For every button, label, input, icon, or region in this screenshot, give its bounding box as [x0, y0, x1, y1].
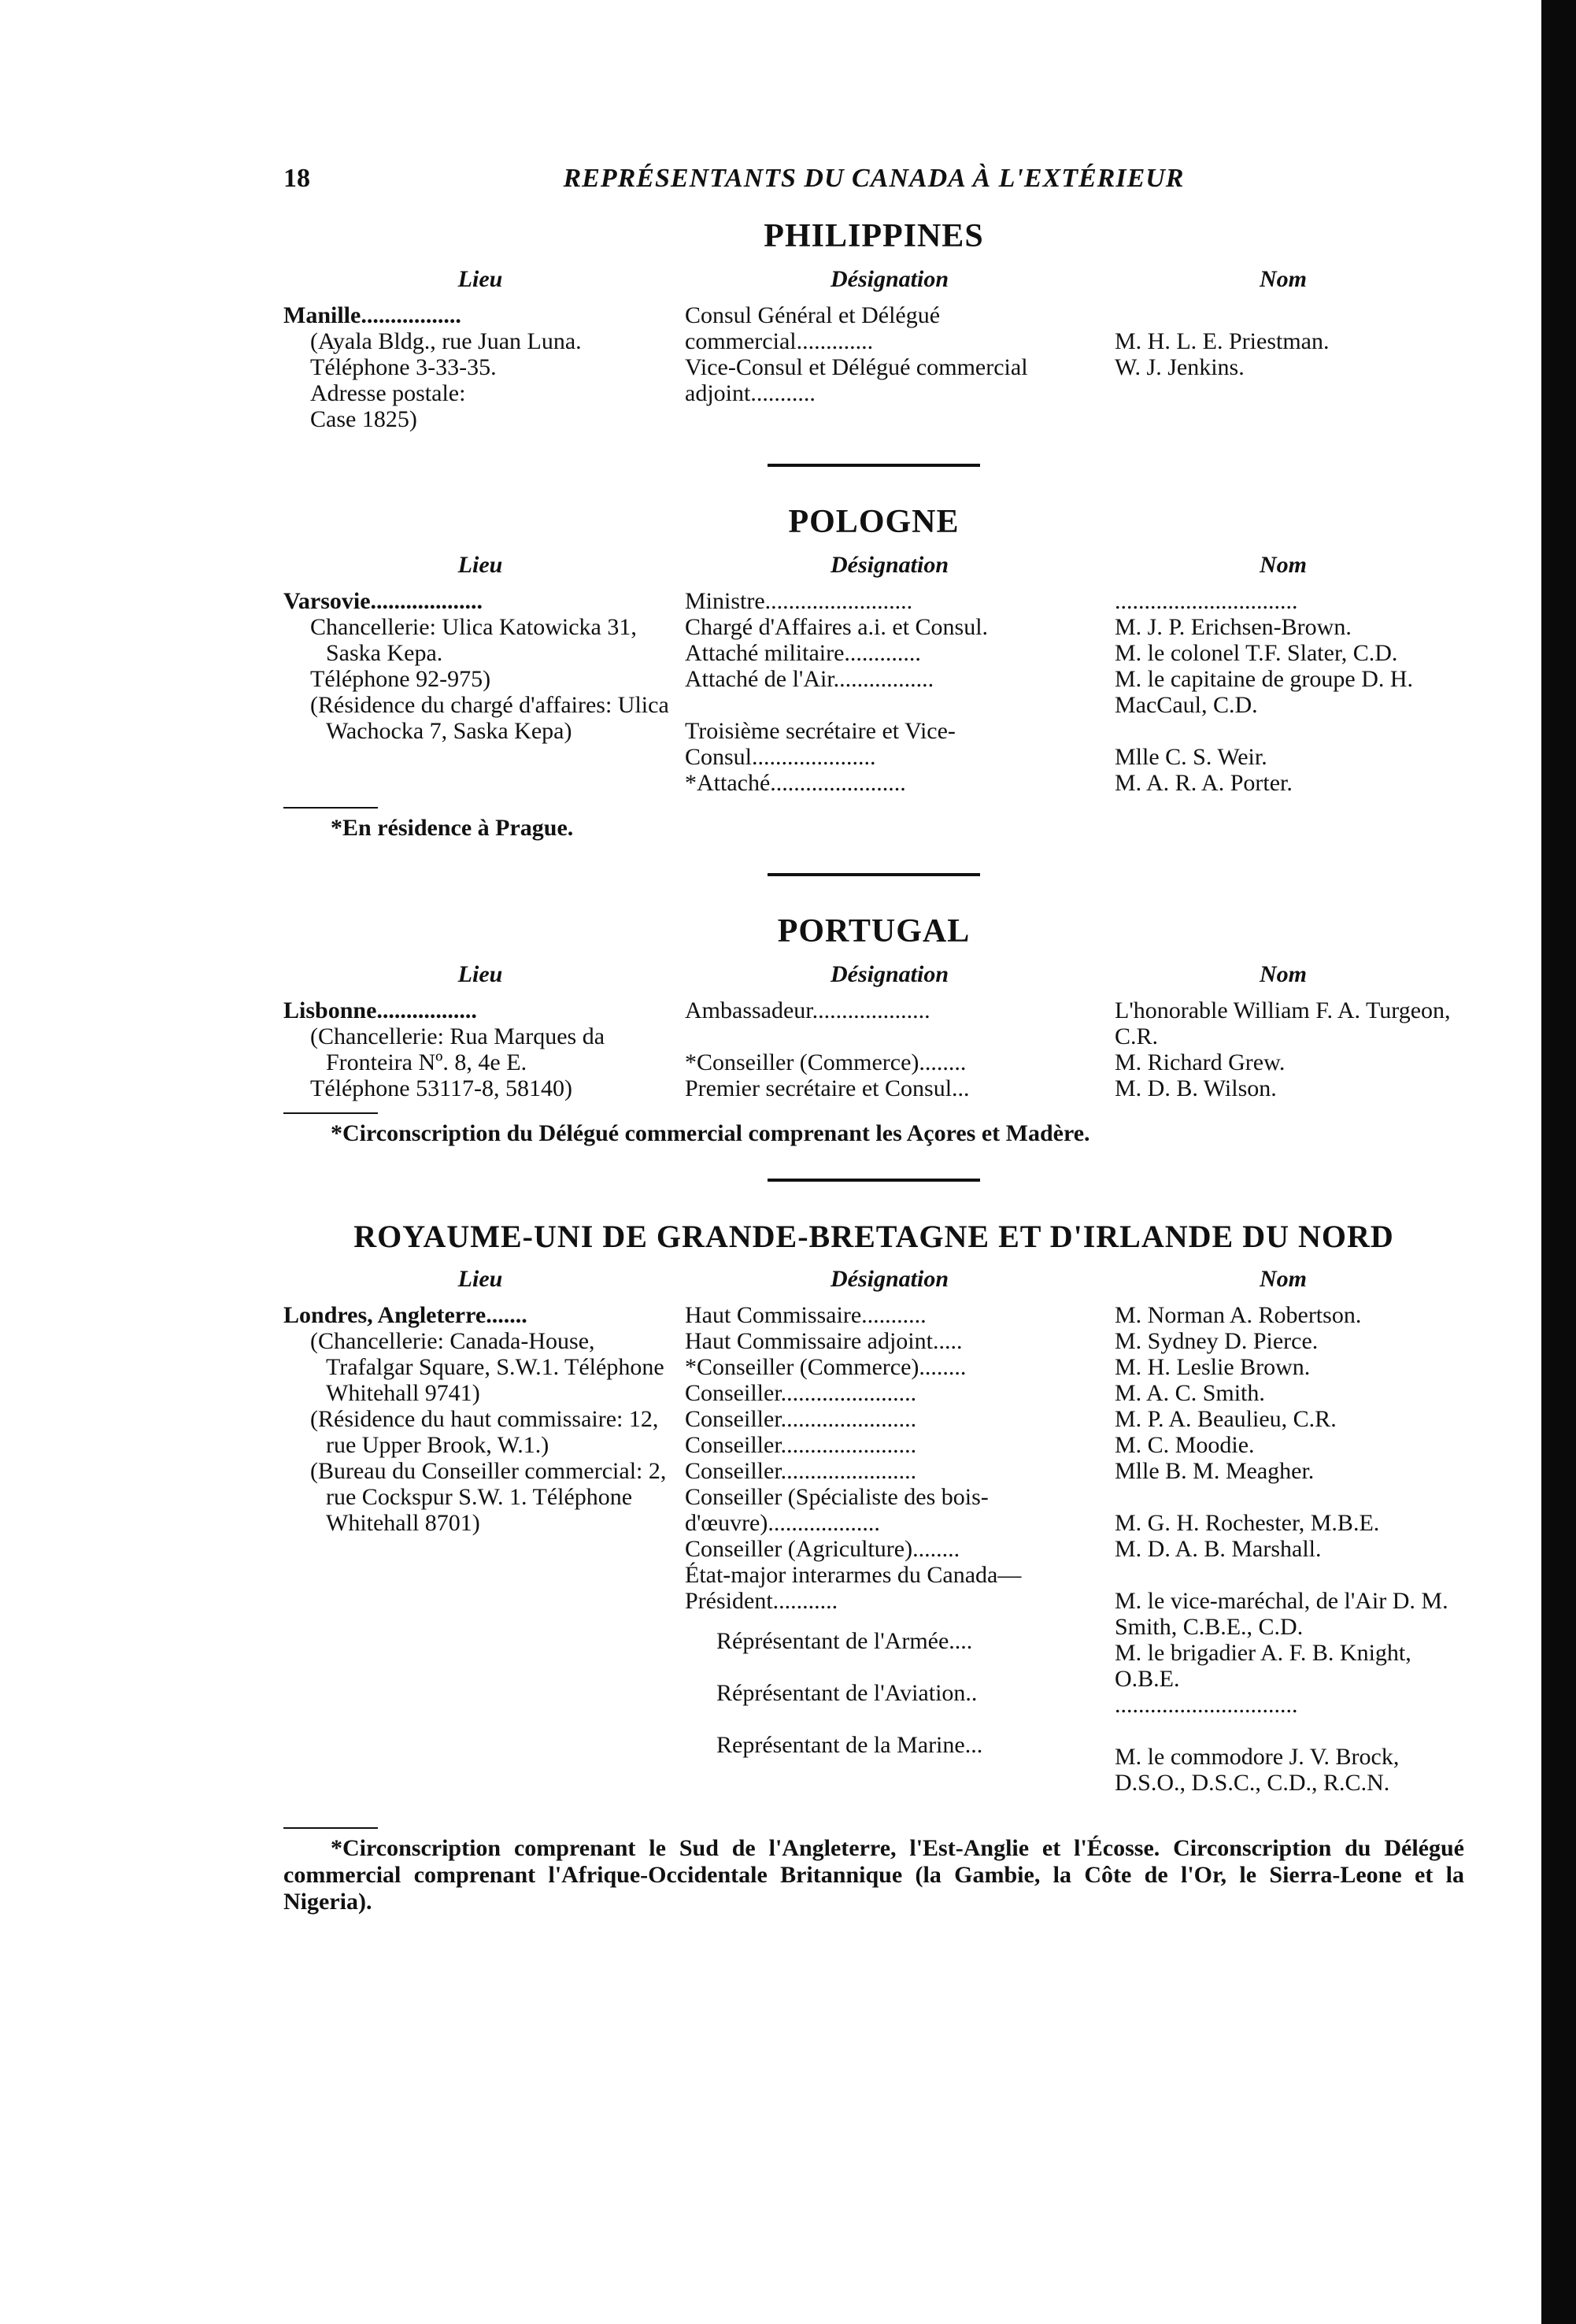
footnote-rule: [283, 1827, 378, 1829]
designation-cell: *Attaché.......................: [685, 770, 906, 796]
country-title: PHILIPPINES: [764, 218, 984, 254]
place-line: (Bureau du Conseiller commercial: 2, rue Cockspur S.W. 1. Téléphone Whitehall 8701): [310, 1458, 667, 1536]
place-column: [283, 997, 677, 1101]
name-cell: M. G. H. Rochester, M.B.E.: [1115, 1510, 1380, 1536]
name-cell: M. H. L. E. Priestman.: [1115, 328, 1330, 354]
col-header-name: Nom: [1260, 266, 1307, 292]
scan-border: [1541, 0, 1576, 2324]
place-name: Varsovie...................: [283, 588, 483, 614]
footnote: *En résidence à Prague.: [331, 815, 574, 841]
place-line: Case 1825): [310, 406, 417, 432]
name-cell: M. Sydney D. Pierce.: [1115, 1328, 1319, 1354]
section-divider: [768, 1179, 980, 1182]
name-column: [1102, 302, 1464, 432]
designation-column: [677, 302, 1102, 432]
place-column: [283, 588, 677, 796]
column-headers: [283, 266, 1464, 293]
column-headers: [283, 1266, 1464, 1293]
designation-cell: Conseiller.......................: [685, 1406, 917, 1432]
name-cell: M. le commodore J. V. Brock, D.S.O., D.S.C., C.D., R.C.N.: [1115, 1744, 1400, 1796]
designation-cell: Premier secrétaire et Consul...: [685, 1075, 970, 1101]
name-cell: M. D. A. B. Marshall.: [1115, 1536, 1322, 1562]
name-cell: Mlle B. M. Meagher.: [1115, 1458, 1315, 1484]
name-cell: M. Richard Grew.: [1115, 1049, 1286, 1075]
designation-cell: Troisième secrétaire et Vice-Consul.....................: [685, 718, 956, 770]
place-name: Manille.................: [283, 302, 461, 328]
place-line: (Ayala Bldg., rue Juan Luna.: [310, 328, 582, 354]
place-line: Téléphone 3-33-35.: [310, 354, 497, 380]
col-header-designation: Désignation: [830, 552, 949, 578]
document-page: [283, 164, 1464, 1915]
designation-cell: État-major interarmes du Canada—Président...........: [685, 1562, 1022, 1614]
designation-cell: *Conseiller (Commerce)........: [685, 1049, 967, 1075]
col-header-designation: Désignation: [830, 266, 949, 292]
col-header-name: Nom: [1260, 961, 1307, 987]
designation-cell: Réprésentant de l'Aviation..: [716, 1680, 978, 1706]
designation-column: [677, 1302, 1102, 1796]
name-cell: M. C. Moodie.: [1115, 1432, 1255, 1458]
name-cell: M. A. R. A. Porter.: [1115, 770, 1293, 796]
designation-cell: Conseiller (Spécialiste des bois-d'œuvre)...................: [685, 1484, 989, 1536]
name-cell: ...............................: [1115, 588, 1298, 614]
place-line: (Chancellerie: Canada-House, Trafalgar Square, S.W.1. Téléphone Whitehall 9741): [310, 1328, 664, 1406]
designation-cell: Conseiller (Agriculture)........: [685, 1536, 960, 1562]
col-header-place: Lieu: [457, 961, 503, 987]
col-header-name: Nom: [1260, 1266, 1307, 1292]
name-cell: M. le brigadier A. F. B. Knight, O.B.E.: [1115, 1640, 1411, 1692]
footnote: *Circonscription comprenant le Sud de l'Angleterre, l'Est-Anglie et l'Écosse. Circonscription du Délégué commercial comprenant l'Afrique-Occidentale Britannique (la Gambie, la Côte de l'Or, le Sierra-Leone et la Nigeria).: [283, 1835, 1464, 1915]
name-column: [1102, 1302, 1464, 1796]
page-number: 18: [283, 164, 310, 193]
name-cell: M. A. C. Smith.: [1115, 1380, 1265, 1406]
name-cell: M. D. B. Wilson.: [1115, 1075, 1277, 1101]
designation-cell: Haut Commissaire...........: [685, 1302, 927, 1328]
place-name: Lisbonne.................: [283, 997, 477, 1023]
place-column: [283, 302, 677, 432]
footnote-rule: [283, 1112, 378, 1114]
designation-cell: *Conseiller (Commerce)........: [685, 1354, 967, 1380]
col-header-place: Lieu: [457, 552, 503, 578]
designation-cell: Conseiller.......................: [685, 1380, 917, 1406]
running-title: REPRÉSENTANTS DU CANADA À L'EXTÉRIEUR: [563, 164, 1185, 193]
place-column: [283, 1302, 677, 1796]
column-headers: [283, 552, 1464, 579]
footnote-rule: [283, 807, 378, 809]
designation-cell: Vice-Consul et Délégué commercial adjoint...........: [685, 354, 1028, 406]
name-cell: M. J. P. Erichsen-Brown.: [1115, 614, 1352, 640]
place-line: Chancellerie: Ulica Katowicka 31, Saska Kepa.: [310, 614, 637, 666]
page-header: [283, 164, 1464, 211]
name-cell: M. P. A. Beaulieu, C.R.: [1115, 1406, 1337, 1432]
country-title: POLOGNE: [788, 504, 960, 540]
designation-cell: Haut Commissaire adjoint.....: [685, 1328, 963, 1354]
designation-cell: Représentant de la Marine...: [716, 1732, 983, 1758]
designation-cell: Ministre.........................: [685, 588, 913, 614]
place-line: (Chancellerie: Rua Marques da Fronteira Nº. 8, 4e E.: [310, 1023, 605, 1075]
country-title: PORTUGAL: [777, 913, 971, 949]
name-cell: M. le capitaine de groupe D. H. MacCaul, C.D.: [1115, 666, 1414, 718]
col-header-place: Lieu: [457, 1266, 503, 1292]
section-divider: [768, 464, 980, 467]
designation-column: [677, 997, 1102, 1101]
col-header-place: Lieu: [457, 266, 503, 292]
name-cell: W. J. Jenkins.: [1115, 354, 1245, 380]
designation-cell: Réprésentant de l'Armée....: [716, 1628, 973, 1654]
name-column: [1102, 588, 1464, 796]
name-column: [1102, 997, 1464, 1101]
section-portugal: [283, 912, 1464, 1147]
place-line: Téléphone 53117-8, 58140): [310, 1075, 572, 1101]
place-line: (Résidence du chargé d'affaires: Ulica Wachocka 7, Saska Kepa): [310, 692, 669, 744]
section-divider: [768, 873, 980, 876]
name-cell: M. H. Leslie Brown.: [1115, 1354, 1311, 1380]
column-headers: [283, 961, 1464, 988]
name-cell: L'honorable William F. A. Turgeon, C.R.: [1115, 997, 1451, 1049]
section-philippines: [283, 217, 1464, 432]
col-header-designation: Désignation: [830, 961, 949, 987]
designation-cell: Attaché de l'Air.................: [685, 666, 934, 692]
country-title: ROYAUME-UNI DE GRANDE-BRETAGNE ET D'IRLANDE DU NORD: [353, 1219, 1394, 1254]
footnote: *Circonscription du Délégué commercial comprenant les Açores et Madère.: [331, 1120, 1090, 1146]
designation-column: [677, 588, 1102, 796]
designation-cell: Conseiller.......................: [685, 1458, 917, 1484]
designation-cell: Conseiller.......................: [685, 1432, 917, 1458]
name-cell: Mlle C. S. Weir.: [1115, 744, 1267, 770]
designation-cell: Chargé d'Affaires a.i. et Consul.: [685, 614, 989, 640]
designation-cell: Consul Général et Délégué commercial.............: [685, 302, 941, 354]
place-line: (Résidence du haut commissaire: 12, rue Upper Brook, W.1.): [310, 1406, 659, 1458]
name-cell: M. le colonel T.F. Slater, C.D.: [1115, 640, 1398, 666]
place-line: Téléphone 92-975): [310, 666, 491, 692]
col-header-name: Nom: [1260, 552, 1307, 578]
section-pologne: [283, 503, 1464, 842]
name-cell: ...............................: [1115, 1692, 1298, 1718]
designation-cell: Attaché militaire.............: [685, 640, 921, 666]
place-line: Adresse postale:: [310, 380, 466, 406]
designation-cell: Ambassadeur....................: [685, 997, 930, 1023]
place-name: Londres, Angleterre.......: [283, 1302, 527, 1328]
name-cell: M. Norman A. Robertson.: [1115, 1302, 1362, 1328]
section-royaume-uni: [283, 1218, 1464, 1915]
col-header-designation: Désignation: [830, 1266, 949, 1292]
name-cell: M. le vice-maréchal, de l'Air D. M. Smith, C.B.E., C.D.: [1115, 1588, 1448, 1640]
